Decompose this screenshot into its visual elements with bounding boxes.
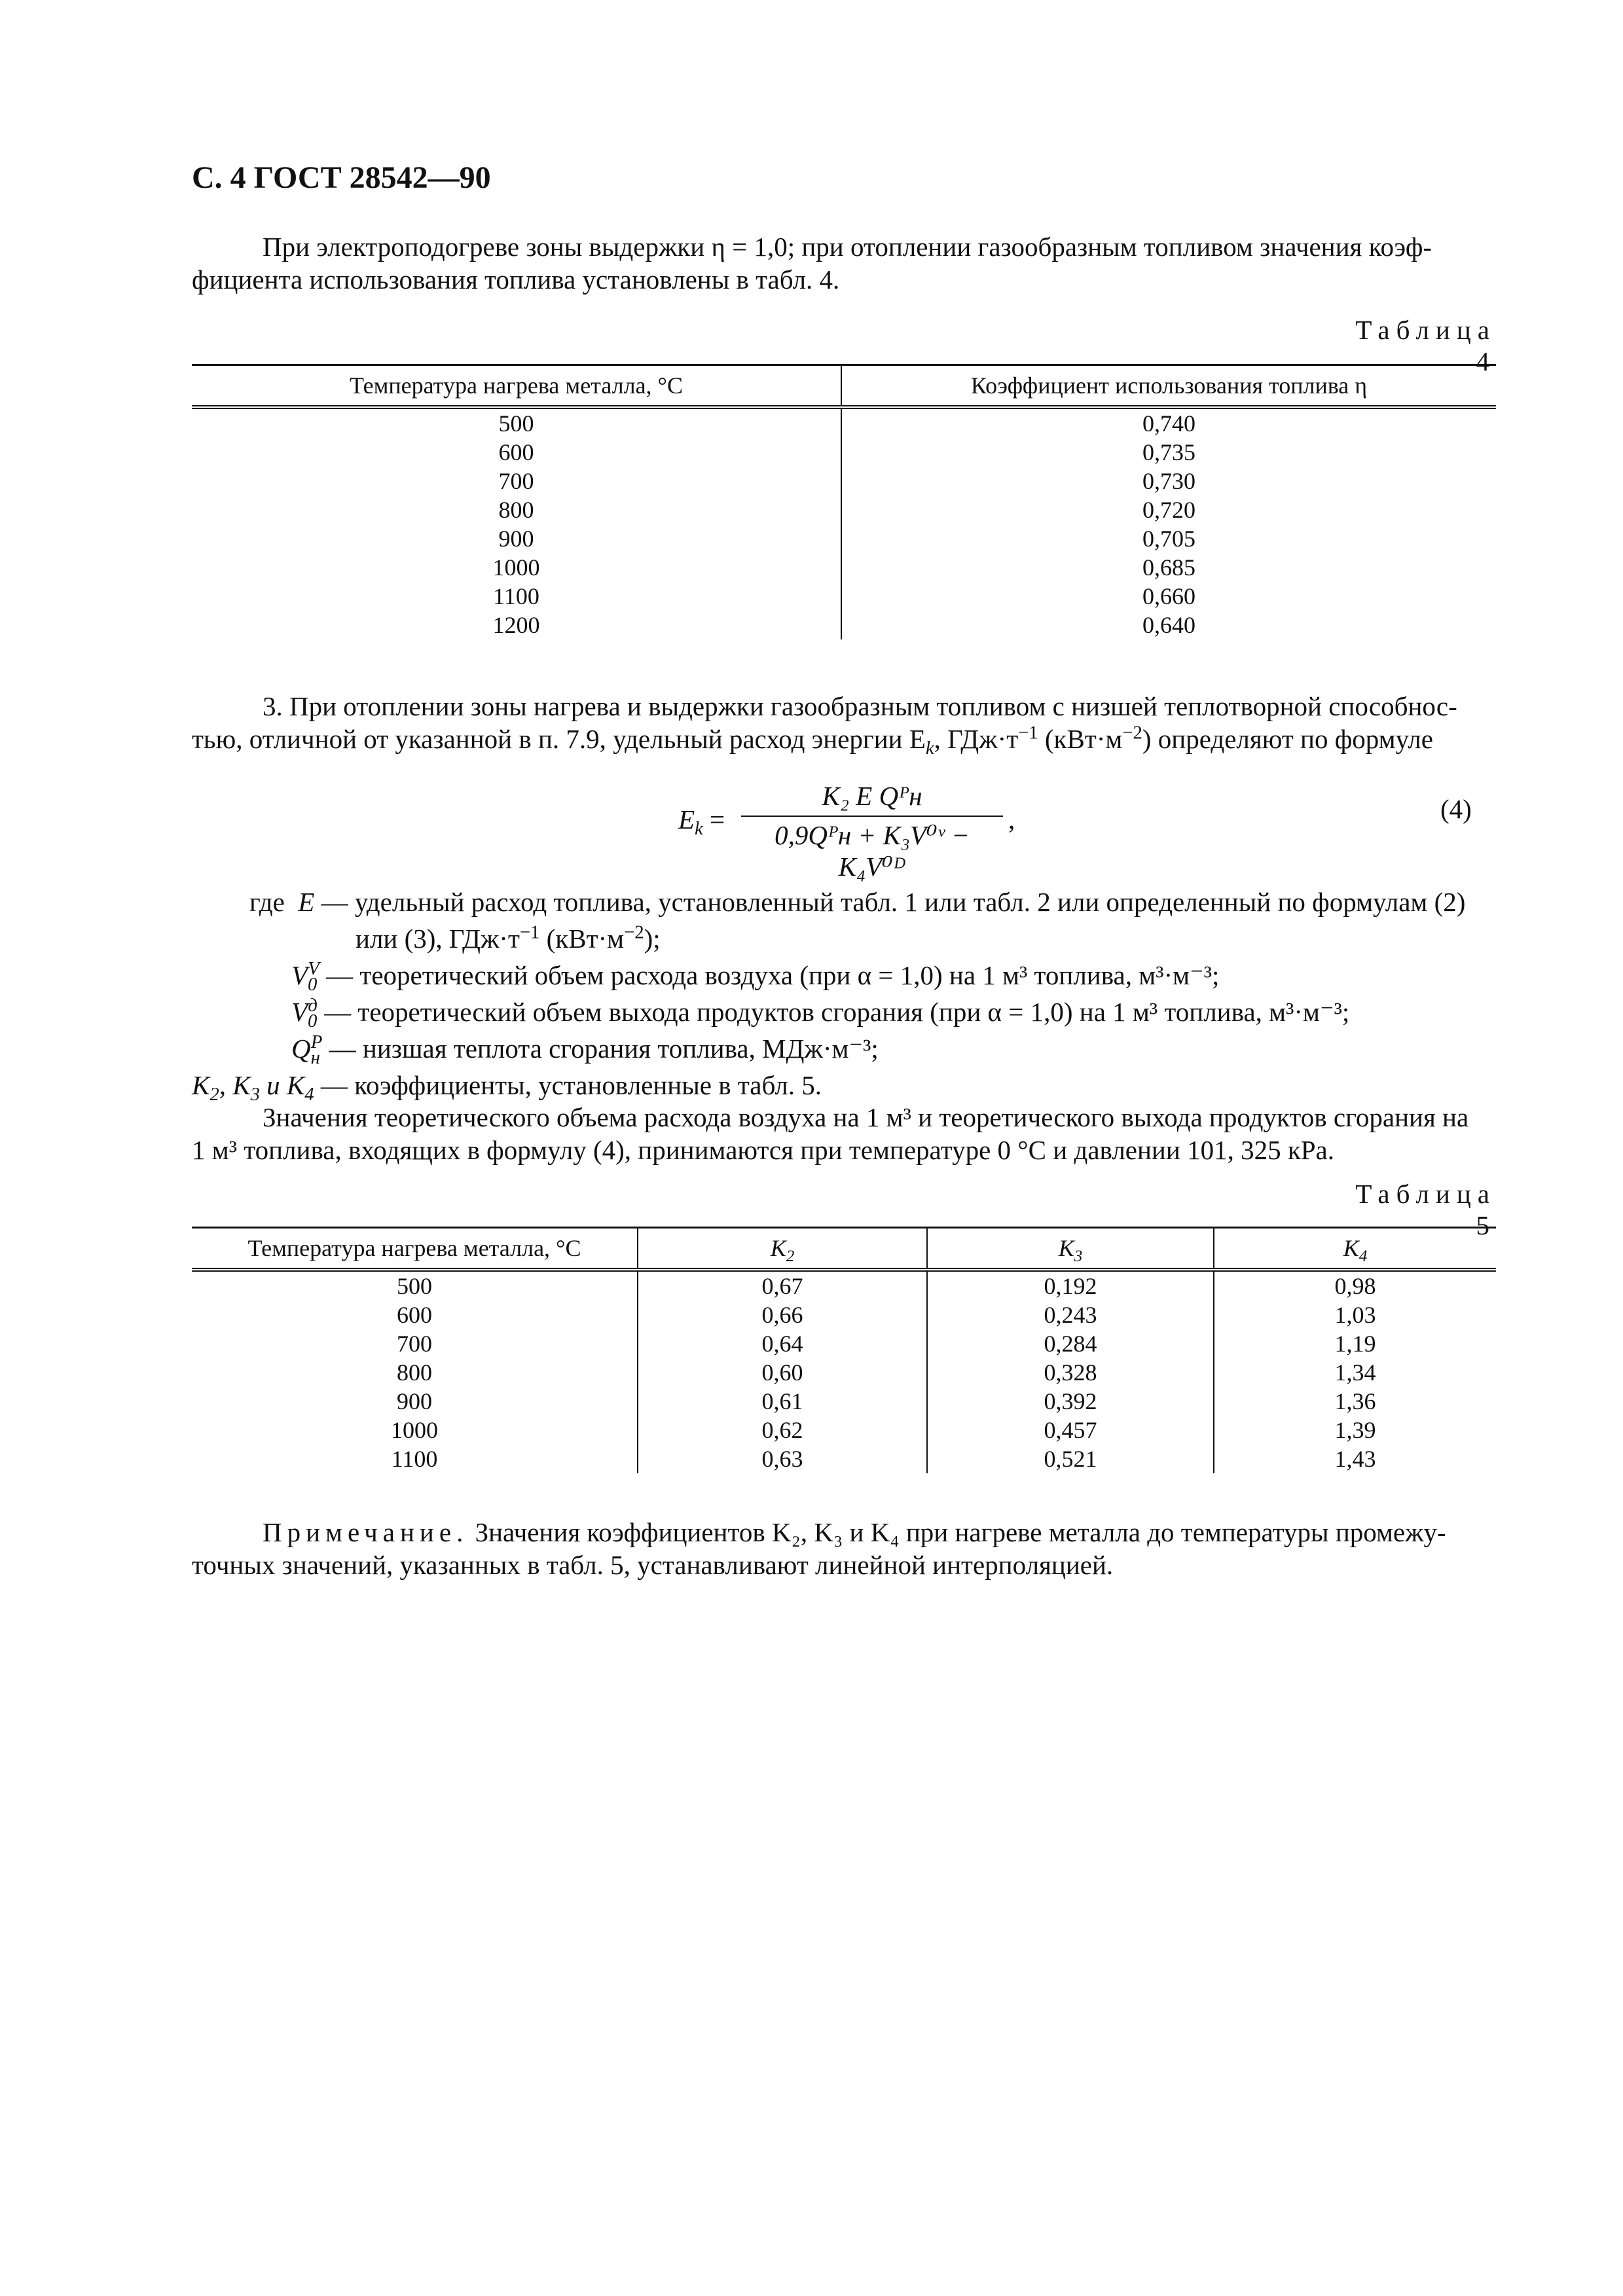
table-5 [192, 1227, 1496, 1473]
values-line-2: 1 м³ топлива, входящих в формулу (4), принимаются при температуре 0 °С и давлении 101, 325 кРа. [192, 1135, 1334, 1165]
table4-cell: 600 [498, 439, 534, 465]
def-vv-line [192, 957, 1496, 994]
def-vd-symbol: $V_0^д$ [291, 995, 318, 1032]
def-e-text: — удельный расход топлива, установленный табл. 1 или табл. 2 или определенный по формулам (2) [314, 887, 1466, 917]
table5-row [192, 1444, 1496, 1473]
table5-cell: 0,328 [927, 1358, 1214, 1387]
formula-lhs-symbol: E [678, 804, 695, 834]
note-line-1 [192, 1516, 1496, 1549]
intro-line-2: фициента использования топлива установлены в табл. 4. [192, 264, 840, 295]
table5-header-k3: $K_3$ [927, 1228, 1214, 1270]
table4-cell: 0,740 [841, 407, 1496, 438]
values-line-1: Значения теоретического объема расхода воздуха на 1 м³ и теоретического выхода продуктов сгорания на [263, 1102, 1469, 1132]
formula-numerator: K₂ E Qᴾн [741, 780, 1003, 817]
table4-cell: 500 [498, 410, 534, 437]
def-vv-symbol: $V_0^V$ [291, 958, 319, 996]
table5-cell: 0,284 [927, 1329, 1214, 1358]
intro-line-1: При электроподогреве зоны выдержки η = 1,0; при отоплении газообразным топливом значения коэф- [263, 232, 1432, 262]
table4-cell: 1200 [492, 612, 540, 638]
table4-header-coeff: Коэффициент использования топлива η [841, 365, 1496, 408]
note-line-2: точных значений, указанных в табл. 5, устанавливают линейной интерполяцией. [192, 1550, 1114, 1580]
table4-row [192, 553, 1496, 582]
note-label: Примечание. [263, 1517, 469, 1547]
table5-cell: 0,192 [927, 1270, 1214, 1300]
table5-cell: 0,98 [1214, 1270, 1496, 1300]
table5-cell: 1,34 [1214, 1358, 1496, 1387]
table5-row [192, 1358, 1496, 1387]
item3-line-1: 3. При отоплении зоны нагрева и выдержки газообразным топливом с низшей теплотворной способнос- [263, 691, 1457, 721]
table4-cell: 0,640 [841, 611, 1496, 639]
table5-header-k2: $K_2$ [638, 1228, 927, 1270]
def-k-text: — коэффициенты, установленные в табл. 5. [314, 1070, 822, 1100]
table5-cell: 1000 [391, 1417, 438, 1443]
table5-header-k4: $K_4$ [1214, 1228, 1496, 1270]
table5-row [192, 1387, 1496, 1416]
table5-cell: 0,63 [638, 1444, 927, 1473]
table4-cell: 0,730 [841, 467, 1496, 495]
note-paragraph [192, 1516, 1496, 1581]
item3-text: тью, отличной от указанной в п. 7.9, удельный расход энергии E [192, 724, 926, 754]
table5-row [192, 1270, 1496, 1300]
def-k-symbols: $K_2$, $K_3$ и $K_4$ [192, 1070, 314, 1105]
table5-cell: 0,67 [638, 1270, 927, 1300]
table4-row [192, 524, 1496, 553]
table5-cell: 800 [397, 1359, 432, 1386]
table5-cell: 600 [397, 1302, 432, 1328]
def-q-line [192, 1030, 1496, 1067]
item3-sup: −1 [1018, 722, 1038, 744]
table5-cell: 700 [397, 1331, 432, 1357]
table5-header-temp: Температура нагрева металла, °С [192, 1228, 638, 1270]
def-e-end: ); [644, 924, 661, 954]
table5-caption: Таблица 5 [1355, 1179, 1496, 1240]
table4-row [192, 467, 1496, 495]
table5-row [192, 1300, 1496, 1329]
def-vv-text: — теоретический объем расхода воздуха (при α = 1,0) на 1 м³ топлива, м³·м⁻³; [319, 960, 1220, 990]
def-e-text-2: или (3), ГДж·т [356, 924, 520, 954]
table5-cell: 0,64 [638, 1329, 927, 1358]
table5-cell: 900 [397, 1388, 432, 1414]
formula-lhs-sub: k [695, 818, 703, 840]
table5-cell: 500 [397, 1273, 432, 1299]
table4-cell: 800 [498, 497, 534, 523]
table4-cell: 0,705 [841, 524, 1496, 553]
table5-cell: 1,03 [1214, 1300, 1496, 1329]
table5-cell: 1,43 [1214, 1444, 1496, 1473]
def-e-line-1 [192, 884, 1496, 920]
table4-cell: 0,660 [841, 582, 1496, 611]
def-e-unit: (кВт·м [539, 924, 625, 954]
table-4 [192, 364, 1496, 639]
table5-cell: 1,36 [1214, 1387, 1496, 1416]
formula-lhs [678, 804, 725, 840]
table5-cell: 1,19 [1214, 1329, 1496, 1358]
def-e-sup: −1 [519, 922, 540, 943]
page-header: С. 4 ГОСТ 28542—90 [192, 160, 491, 195]
table5-cell: 1,39 [1214, 1416, 1496, 1444]
def-k-line [192, 1067, 1496, 1103]
table5-cell: 0,60 [638, 1358, 927, 1387]
table4-row [192, 438, 1496, 467]
table4-cell: 1000 [492, 554, 540, 581]
item3-unit-2: (кВт·м [1038, 724, 1123, 754]
item3-line-2 [192, 722, 1496, 759]
def-q-text: — низшая теплота сгорания топлива, МДж·м⁻³; [322, 1033, 879, 1064]
table4-cell: 0,685 [841, 553, 1496, 582]
def-e-line-2 [192, 920, 1496, 957]
formula-comma: , [1008, 804, 1015, 834]
table5-cell: 0,392 [927, 1387, 1214, 1416]
item3-sup-2: −2 [1122, 722, 1142, 744]
table4-row [192, 611, 1496, 639]
def-e-sup-2: −2 [624, 922, 644, 943]
table4-header-temp: Температура нагрева металла, °С [192, 365, 841, 408]
table5-cell: 0,521 [927, 1444, 1214, 1473]
table4-cell: 0,720 [841, 495, 1496, 524]
formula-denominator: 0,9Qᴾн + K₃V⁰ᵛ − K₄V⁰ᴰ [775, 820, 970, 882]
table5-cell: 0,61 [638, 1387, 927, 1416]
table5-cell: 0,62 [638, 1416, 927, 1444]
def-q-symbol: $Q_н^P$ [291, 1031, 323, 1069]
table4-caption: Таблица 4 [1355, 315, 1496, 376]
intro-paragraph [192, 230, 1496, 296]
table4-row [192, 582, 1496, 611]
definitions [192, 884, 1496, 1103]
table5-cell: 0,457 [927, 1416, 1214, 1444]
def-vd-line [192, 994, 1496, 1030]
def-where: где [249, 887, 285, 917]
table4-cell: 0,735 [841, 438, 1496, 467]
def-vd-text: — теоретический объем выхода продуктов сгорания (при α = 1,0) на 1 м³ топлива, м³·м⁻³; [317, 997, 1350, 1027]
table5-cell: 1100 [391, 1446, 438, 1472]
table4-row [192, 407, 1496, 438]
table5-cell: 0,66 [638, 1300, 927, 1329]
item3-end: ) определяют по формуле [1142, 724, 1433, 754]
table4-cell: 700 [498, 468, 534, 494]
note-text: Значения коэффициентов K₂, K₃ и K₄ при нагреве металла до температуры промежу- [468, 1517, 1446, 1547]
def-e-symbol: E [298, 887, 315, 917]
table5-cell: 0,243 [927, 1300, 1214, 1329]
item3-sub: k [925, 738, 934, 759]
table4-cell: 1100 [493, 583, 539, 609]
formula-number: (4) [1440, 794, 1472, 824]
item3-paragraph [192, 690, 1496, 759]
table4-row [192, 495, 1496, 524]
formula-fraction [741, 780, 1003, 882]
table5-row [192, 1329, 1496, 1358]
formula-equals: = [702, 804, 725, 834]
table5-row [192, 1416, 1496, 1444]
item3-unit: , ГДж·т [934, 724, 1019, 754]
values-paragraph [192, 1101, 1496, 1166]
table4-cell: 900 [498, 526, 534, 552]
